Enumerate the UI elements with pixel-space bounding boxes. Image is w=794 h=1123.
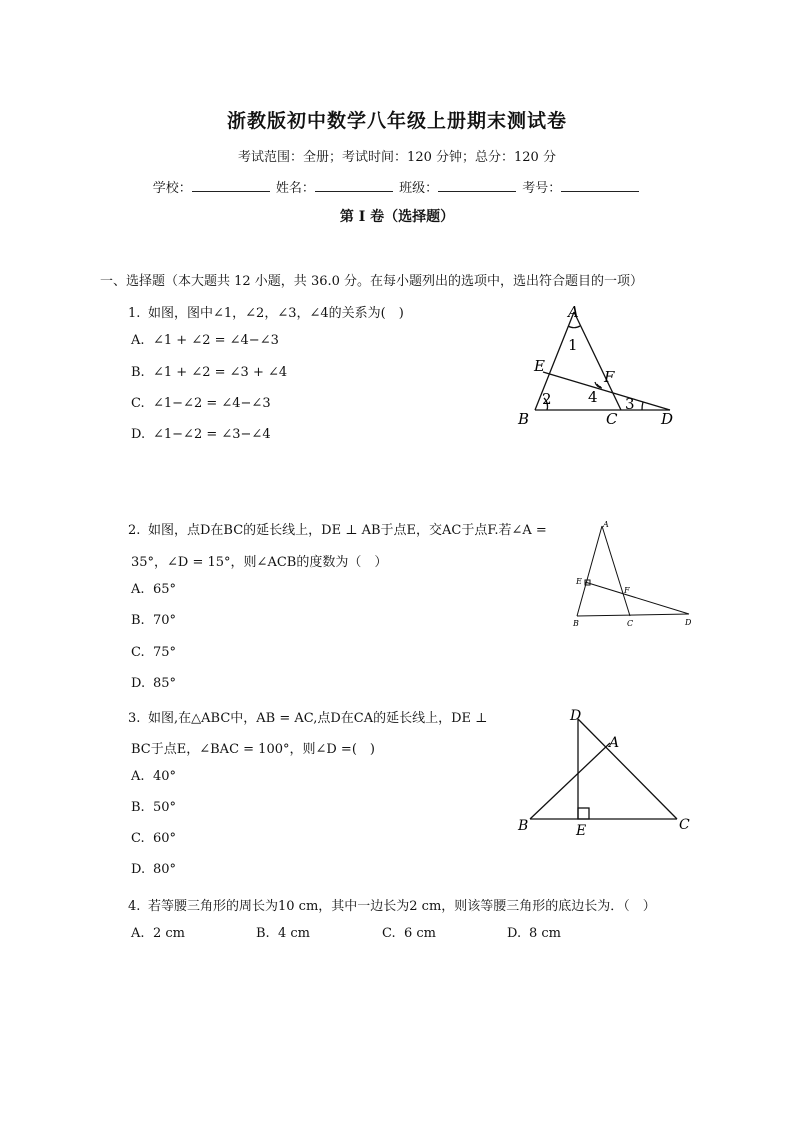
question-1 bbox=[128, 302, 404, 321]
q4-option-d[interactable]: D. 8 cm bbox=[507, 926, 562, 941]
q3-label-b: B bbox=[518, 818, 529, 834]
question-2 bbox=[128, 519, 547, 538]
question-text-line-1: 如图，点D在BC的延长线上，DE ⊥ AB于点E，交AC于点F.若∠A = bbox=[148, 523, 547, 538]
school-blank[interactable] bbox=[192, 179, 270, 192]
q2-option-a[interactable]: A. 65° bbox=[131, 582, 177, 597]
q1-angle-1: 1 bbox=[568, 336, 578, 354]
q3-label-e: E bbox=[576, 823, 587, 839]
question-text: 若等腰三角形的周长为10 cm，其中一边长为2 cm，则该等腰三角形的底边长为．（ ） bbox=[148, 899, 656, 914]
q2-label-f: F bbox=[624, 586, 630, 595]
q4-option-a[interactable]: A. 2 cm bbox=[131, 926, 186, 941]
q1-angle-2: 2 bbox=[542, 390, 552, 408]
q1-angle-3: 3 bbox=[625, 395, 635, 413]
question-text-line-2: BC于点E，∠BAC = 100°，则∠D =( ) bbox=[131, 742, 375, 757]
question-number: 3. bbox=[128, 711, 141, 726]
q3-figure bbox=[510, 705, 700, 840]
q2-option-d[interactable]: D. 85° bbox=[131, 676, 177, 691]
q1-option-d[interactable]: D. ∠1−∠2 = ∠3−∠4 bbox=[131, 427, 271, 442]
q1-option-b[interactable]: B. ∠1 + ∠2 = ∠3 + ∠4 bbox=[131, 365, 288, 380]
q1-label-b: B bbox=[518, 410, 530, 428]
q2-label-a: A bbox=[603, 520, 609, 529]
q4-option-b[interactable]: B. 4 cm bbox=[256, 926, 311, 941]
q2-label-e: E bbox=[576, 577, 582, 586]
q1-angle-4: 4 bbox=[588, 388, 598, 406]
student-info-row bbox=[0, 177, 794, 196]
q1-option-c[interactable]: C. ∠1−∠2 = ∠4−∠3 bbox=[131, 396, 271, 411]
volume-heading: 第 I 卷（选择题） bbox=[339, 209, 455, 225]
page-title: 浙教版初中数学八年级上册期末测试卷 bbox=[226, 110, 567, 132]
q2-option-b[interactable]: B. 70° bbox=[131, 613, 177, 628]
q3-label-c: C bbox=[679, 817, 690, 833]
question-text: 如图，图中∠1，∠2，∠3，∠4的关系为( ) bbox=[148, 306, 404, 321]
q1-figure bbox=[510, 300, 690, 432]
q1-label-d: D bbox=[661, 410, 674, 428]
q1-label-a: A bbox=[568, 303, 579, 321]
q1-option-a[interactable]: A. ∠1 + ∠2 = ∠4−∠3 bbox=[131, 333, 279, 348]
q3-option-b[interactable]: B. 50° bbox=[131, 800, 177, 815]
section-heading: 一、选择题（本大题共 12 小题，共 36.0 分。在每小题列出的选项中，选出符合题目的一项） bbox=[100, 274, 644, 289]
exam-info: 考试范围：全册；考试时间：120 分钟；总分：120 分 bbox=[238, 150, 556, 165]
school-label: 学校： bbox=[152, 181, 192, 196]
q4-option-c[interactable]: C. 6 cm bbox=[382, 926, 437, 941]
q2-label-c: C bbox=[627, 619, 634, 628]
q2-option-c[interactable]: C. 75° bbox=[131, 645, 177, 660]
exam-number-label: 考号： bbox=[522, 181, 562, 196]
q3-option-c[interactable]: C. 60° bbox=[131, 831, 177, 846]
question-number: 1. bbox=[128, 306, 141, 321]
question-3 bbox=[128, 707, 487, 726]
question-number: 2. bbox=[128, 523, 141, 538]
exam-number-blank[interactable] bbox=[561, 179, 639, 192]
q3-label-a: A bbox=[609, 735, 620, 751]
name-blank[interactable] bbox=[315, 179, 393, 192]
question-text-line-1: 如图,在△ABC中，AB = AC,点D在CA的延长线上，DE ⊥ bbox=[148, 711, 488, 726]
class-blank[interactable] bbox=[438, 179, 516, 192]
class-label: 班级： bbox=[399, 181, 439, 196]
q2-figure bbox=[565, 516, 700, 630]
q1-label-c: C bbox=[606, 410, 618, 428]
q3-option-d[interactable]: D. 80° bbox=[131, 862, 177, 877]
name-label: 姓名： bbox=[275, 181, 315, 196]
q2-label-b: B bbox=[573, 619, 579, 628]
q1-label-f: F bbox=[604, 368, 615, 386]
q2-label-d: D bbox=[685, 618, 692, 627]
question-text-line-2: 35°，∠D = 15°，则∠ACB的度数为（ ） bbox=[131, 555, 388, 570]
q3-option-a[interactable]: A. 40° bbox=[131, 769, 177, 784]
question-4 bbox=[128, 895, 656, 914]
q3-label-d: D bbox=[570, 708, 582, 724]
q1-label-e: E bbox=[534, 357, 545, 375]
question-number: 4. bbox=[128, 899, 141, 914]
